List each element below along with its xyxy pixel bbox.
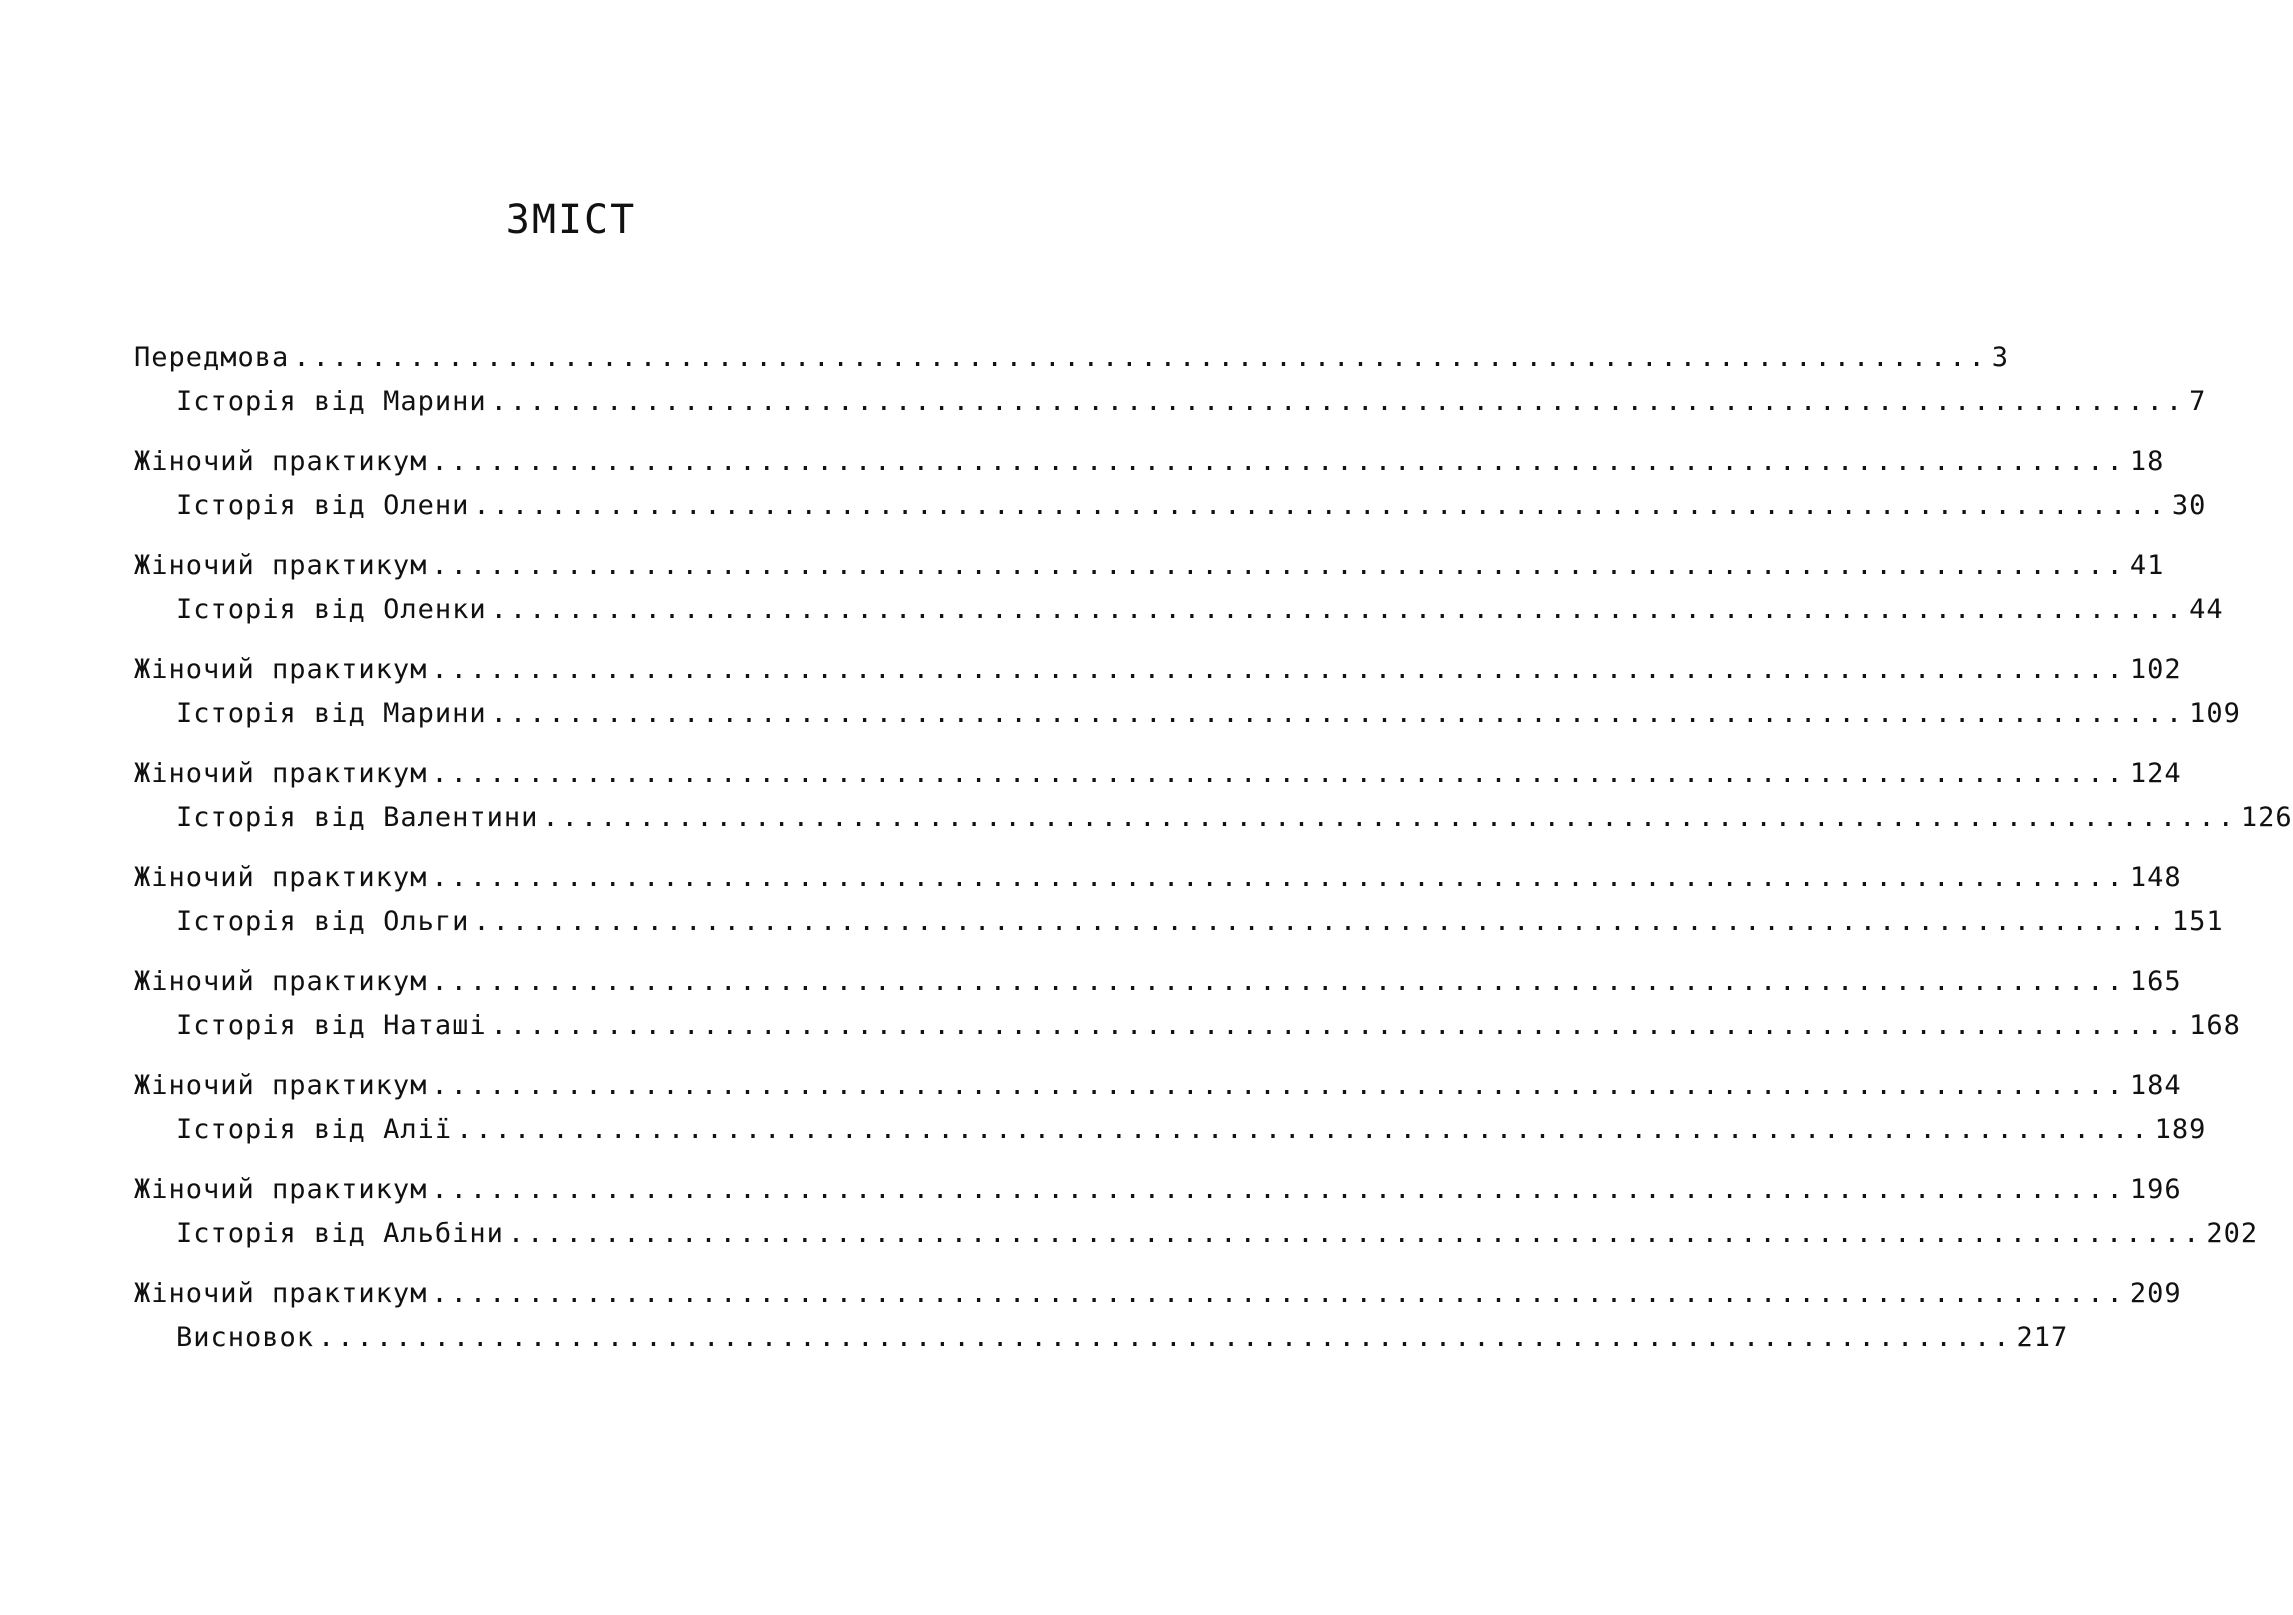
toc-dot-leader: ........................................................................................ xyxy=(490,1010,2186,1041)
toc-entry-page: 102 xyxy=(2129,654,2182,685)
toc-dot-leader: ........................................................................................ xyxy=(431,1174,2126,1205)
toc-dot-leader: ........................................................................................ xyxy=(431,654,2126,685)
toc-entry xyxy=(176,694,2241,734)
toc-entry-page: 209 xyxy=(2129,1278,2182,1309)
toc-entry-label: Історія від Оленки xyxy=(176,594,487,625)
toc-entry xyxy=(176,1006,2241,1046)
toc-entry-label: Жіночий практикум xyxy=(134,550,428,581)
toc-entry xyxy=(134,338,2010,378)
toc-entry xyxy=(134,858,2182,898)
page-title: ЗМІСТ xyxy=(505,197,637,243)
toc-dot-leader: ........................................................................................ xyxy=(542,802,2237,833)
toc-entry-page: 184 xyxy=(2129,1070,2182,1101)
toc-entry xyxy=(134,442,2165,482)
toc-entry xyxy=(134,650,2182,690)
toc-entry-label: Передмова xyxy=(134,342,290,373)
toc-dot-leader: ........................................................................................ xyxy=(507,1218,2203,1249)
toc-dot-leader: ........................................................................................ xyxy=(431,862,2126,893)
toc-entry-page: 30 xyxy=(2171,490,2207,521)
toc-entry-page: 7 xyxy=(2189,386,2207,417)
toc-entry-label: Жіночий практикум xyxy=(134,1278,428,1309)
toc-entry-page: 3 xyxy=(1991,342,2010,373)
toc-entry-label: Історія від Алії xyxy=(176,1114,453,1145)
toc-entry-page: 126 xyxy=(2240,802,2293,833)
toc-entry-label: Жіночий практикум xyxy=(134,654,428,685)
toc-entry xyxy=(176,902,2224,942)
toc-entry xyxy=(176,1318,2069,1358)
toc-entry-label: Історія від Валентини xyxy=(176,802,539,833)
toc-entry-label: Жіночий практикум xyxy=(134,758,428,789)
toc-dot-leader: ........................................................................................ xyxy=(431,550,2126,581)
toc-entry xyxy=(176,1214,2259,1254)
toc-entry-page: 151 xyxy=(2171,906,2224,937)
toc-entry-label: Жіночий практикум xyxy=(134,1174,428,1205)
toc-entry xyxy=(134,546,2165,586)
toc-dot-leader: ........................................................................................ xyxy=(490,698,2186,729)
toc-entry-page: 165 xyxy=(2129,966,2182,997)
toc-dot-leader: ........................................................................................ xyxy=(431,966,2126,997)
toc-dot-leader: ........................................................................................ xyxy=(490,594,2186,625)
toc-entry-label: Висновок xyxy=(176,1322,315,1353)
toc-entry-label: Історія від Марини xyxy=(176,386,487,417)
toc-entry xyxy=(134,754,2182,794)
toc-entry-label: Історія від Наташі xyxy=(176,1010,487,1041)
toc-entry xyxy=(176,590,2224,630)
toc-entry-label: Жіночий практикум xyxy=(134,966,428,997)
toc-entry xyxy=(176,382,2207,422)
toc-dot-leader: ........................................................................................ xyxy=(431,758,2126,789)
toc-dot-leader: ........................................................................................ xyxy=(293,342,1988,373)
toc-entry-label: Історія від Марини xyxy=(176,698,487,729)
toc-entry xyxy=(176,798,2293,838)
toc-entry-page: 189 xyxy=(2154,1114,2207,1145)
toc-entry xyxy=(134,1066,2182,1106)
toc-entry-page: 168 xyxy=(2189,1010,2241,1041)
toc-dot-leader: ........................................................................................ xyxy=(473,490,2168,521)
toc-entry-page: 202 xyxy=(2206,1218,2259,1249)
toc-entry xyxy=(134,1274,2182,1314)
toc-dot-leader: ........................................................................................ xyxy=(431,446,2126,477)
toc-entry-page: 217 xyxy=(2016,1322,2069,1353)
toc-entry-label: Історія від Альбіни xyxy=(176,1218,504,1249)
toc-entry-label: Жіночий практикум xyxy=(134,1070,428,1101)
toc-entry-page: 41 xyxy=(2129,550,2165,581)
toc-entry-label: Жіночий практикум xyxy=(134,862,428,893)
toc-entry xyxy=(134,1170,2182,1210)
toc-entry-page: 18 xyxy=(2129,446,2165,477)
toc-entry-label: Історія від Олени xyxy=(176,490,470,521)
toc-entry xyxy=(176,486,2207,526)
toc-dot-leader: ........................................................................................ xyxy=(431,1070,2126,1101)
toc-dot-leader: ........................................................................................ xyxy=(473,906,2168,937)
toc-dot-leader: ........................................................................................ xyxy=(318,1322,2013,1353)
toc-entry-page: 148 xyxy=(2129,862,2182,893)
toc-dot-leader: ........................................................................................ xyxy=(490,386,2186,417)
toc-entry xyxy=(176,1110,2207,1150)
toc-entry-label: Історія від Ольги xyxy=(176,906,470,937)
toc-entry-page: 124 xyxy=(2129,758,2182,789)
toc-entry-page: 196 xyxy=(2129,1174,2182,1205)
toc-entry xyxy=(134,962,2182,1002)
toc-entry-page: 44 xyxy=(2189,594,2224,625)
toc-entry-page: 109 xyxy=(2189,698,2241,729)
toc-entry-label: Жіночий практикум xyxy=(134,446,428,477)
toc-dot-leader: ........................................................................................ xyxy=(431,1278,2126,1309)
toc-dot-leader: ........................................................................................ xyxy=(456,1114,2151,1145)
